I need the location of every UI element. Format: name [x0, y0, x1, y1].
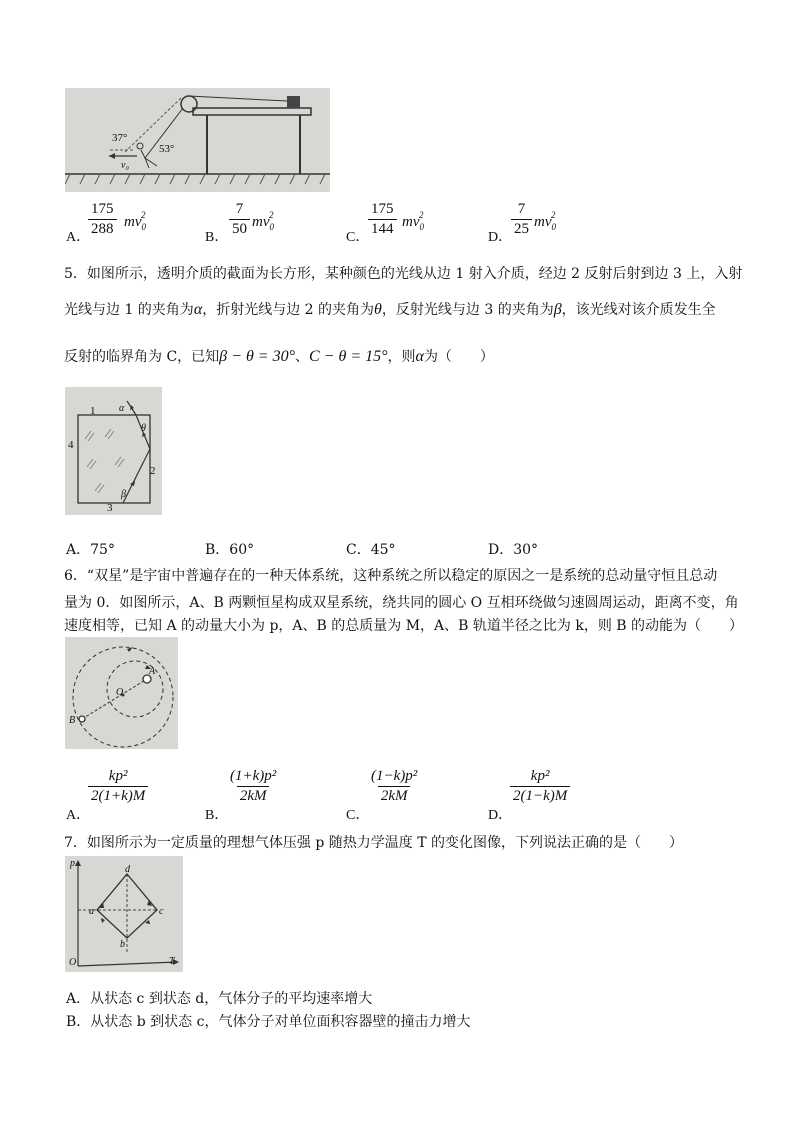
subscript: 0 [141, 222, 146, 232]
state-d-label: d [125, 864, 130, 875]
alpha-symbol: α [193, 301, 203, 318]
star-b-label: B [69, 715, 76, 726]
q5-text: ，反射光线与边 3 的夹角为 [381, 302, 554, 318]
beta-symbol: β [553, 301, 562, 318]
subscript: 0 [551, 222, 556, 232]
option-text: 30° [513, 542, 539, 558]
q5-text: ，该光线对该介质发生全 [561, 302, 716, 318]
expression [534, 210, 556, 232]
subscript: 0 [269, 222, 274, 232]
fraction [368, 201, 397, 238]
q6-stem-line1: 6．“双星”是宇宙中普遍存在的一种天体系统，这种系统之所以稳定的原因之一是系统的总动量守恒且总动 [64, 568, 718, 584]
numerator: kp² [108, 768, 128, 784]
denominator: 144 [368, 219, 397, 238]
q7-figure [65, 856, 183, 972]
option-text: 45° [370, 542, 396, 558]
expression [402, 210, 424, 232]
denominator: 2(1+k)M [88, 786, 148, 805]
q5-text: 反射的临界角为 C，已知 [64, 349, 220, 365]
q6-stem-line3: 速度相等，已知 A 的动量大小为 p，A、B 的总质量为 M，A、B 轨道半径之比为 k，则 B 的动能为（ ） [64, 618, 744, 634]
v0-label: v₀ [121, 160, 129, 171]
state-b-label: b [120, 939, 125, 950]
expression [124, 210, 146, 232]
q6-stem-line2: 量为 0．如图所示，A、B 两颗恒星构成双星系统，绕共同的圆心 O 互相环绕做匀速圆周运动，距离不变，角 [64, 595, 739, 611]
fraction [368, 768, 420, 805]
denominator: 288 [88, 219, 117, 238]
option-text: 75° [90, 542, 115, 558]
q5-stem-line1: 5．如图所示，透明介质的截面为长方形，某种颜色的光线从边 1 射入介质，经边 2 反射后射到边 3 上，入射 [64, 266, 743, 282]
q4-figure [65, 88, 330, 192]
fraction [227, 768, 279, 805]
numerator: 175 [371, 201, 394, 217]
option-letter: C． [346, 230, 370, 245]
q5-text: ，折射光线与边 2 的夹角为 [202, 302, 375, 318]
separator: 、 [295, 349, 309, 365]
option-letter: A． [66, 808, 91, 823]
side-1-label: 1 [90, 405, 96, 417]
fraction [229, 201, 250, 238]
star-a-label: A [149, 666, 156, 677]
pulley-diagram [65, 88, 330, 192]
superscript: 2 [551, 210, 556, 220]
denominator: 50 [229, 219, 250, 238]
q5-figure [65, 387, 162, 515]
option-letter: C． [346, 542, 371, 558]
equation-2: C − θ = 15° [309, 348, 388, 365]
option-letter: C． [346, 808, 370, 823]
subscript: 0 [419, 222, 424, 232]
fraction [511, 201, 532, 238]
q5-stem-line2 [64, 300, 716, 320]
option-text: 60° [229, 542, 255, 558]
option-letter: B． [205, 542, 230, 558]
p-t-graph [65, 856, 183, 972]
q5-text: 为（ ） [423, 349, 494, 365]
option-letter: B． [205, 230, 229, 245]
theta-symbol: θ [374, 301, 382, 318]
alpha-symbol: α [415, 348, 424, 365]
q5-text: ，则 [387, 349, 416, 365]
center-o-label: O [116, 687, 124, 698]
angle-53-label: 53° [159, 143, 175, 155]
expression [252, 210, 274, 232]
origin-label: O [69, 957, 77, 968]
numerator: (1−k)p² [371, 768, 418, 784]
denominator: 2kM [237, 786, 270, 805]
superscript: 2 [141, 210, 146, 220]
fraction [510, 768, 570, 805]
fraction [88, 768, 148, 805]
q5-option-a[interactable] [66, 540, 115, 560]
superscript: 2 [419, 210, 424, 220]
mv-text: mv [124, 214, 142, 230]
option-letter: A． [66, 542, 91, 558]
option-letter: D． [488, 230, 513, 245]
q7-option-a[interactable]: A．从状态 c 到状态 d，气体分子的平均速率增大 [66, 991, 373, 1007]
side-4-label: 4 [68, 439, 74, 451]
mv-text: mv [402, 214, 420, 230]
side-3-label: 3 [107, 502, 113, 514]
mv-text: mv [252, 214, 270, 230]
q5-stem-line3 [64, 347, 494, 367]
axis-p-label: p [70, 858, 75, 869]
denominator: 2(1−k)M [510, 786, 570, 805]
numerator: 175 [91, 201, 114, 217]
q7-option-b[interactable]: B．从状态 b 到状态 c，气体分子对单位面积容器壁的撞击力增大 [66, 1014, 471, 1030]
equation-1: β − θ = 30° [219, 348, 295, 365]
q7-stem: 7．如图所示为一定质量的理想气体压强 p 随热力学温度 T 的变化图像，下列说法正确的是（ ） [64, 835, 684, 851]
q5-option-b[interactable] [205, 540, 254, 560]
fraction [88, 201, 117, 238]
option-letter: A． [66, 230, 91, 245]
option-letter: B． [205, 808, 229, 823]
denominator: 25 [511, 219, 532, 238]
mv-text: mv [534, 214, 552, 230]
numerator: 7 [517, 201, 526, 217]
numerator: (1+k)p² [230, 768, 277, 784]
q6-figure [65, 637, 178, 749]
q5-text: 光线与边 1 的夹角为 [64, 302, 194, 318]
denominator: 2kM [378, 786, 411, 805]
q5-option-c[interactable] [346, 540, 396, 560]
option-letter: D． [488, 542, 514, 558]
theta-label: θ [141, 423, 146, 434]
superscript: 2 [269, 210, 274, 220]
axis-t-label: T [169, 956, 175, 967]
state-c-label: c [159, 906, 164, 917]
prism-diagram [65, 387, 162, 515]
numerator: 7 [235, 201, 244, 217]
option-letter: D． [488, 808, 513, 823]
beta-label: β [121, 489, 126, 500]
angle-37-label: 37° [112, 132, 128, 144]
side-2-label: 2 [150, 465, 156, 477]
state-a-label: a [89, 906, 94, 917]
numerator: kp² [530, 768, 550, 784]
alpha-label: α [119, 403, 125, 414]
q5-option-d[interactable] [488, 540, 538, 560]
